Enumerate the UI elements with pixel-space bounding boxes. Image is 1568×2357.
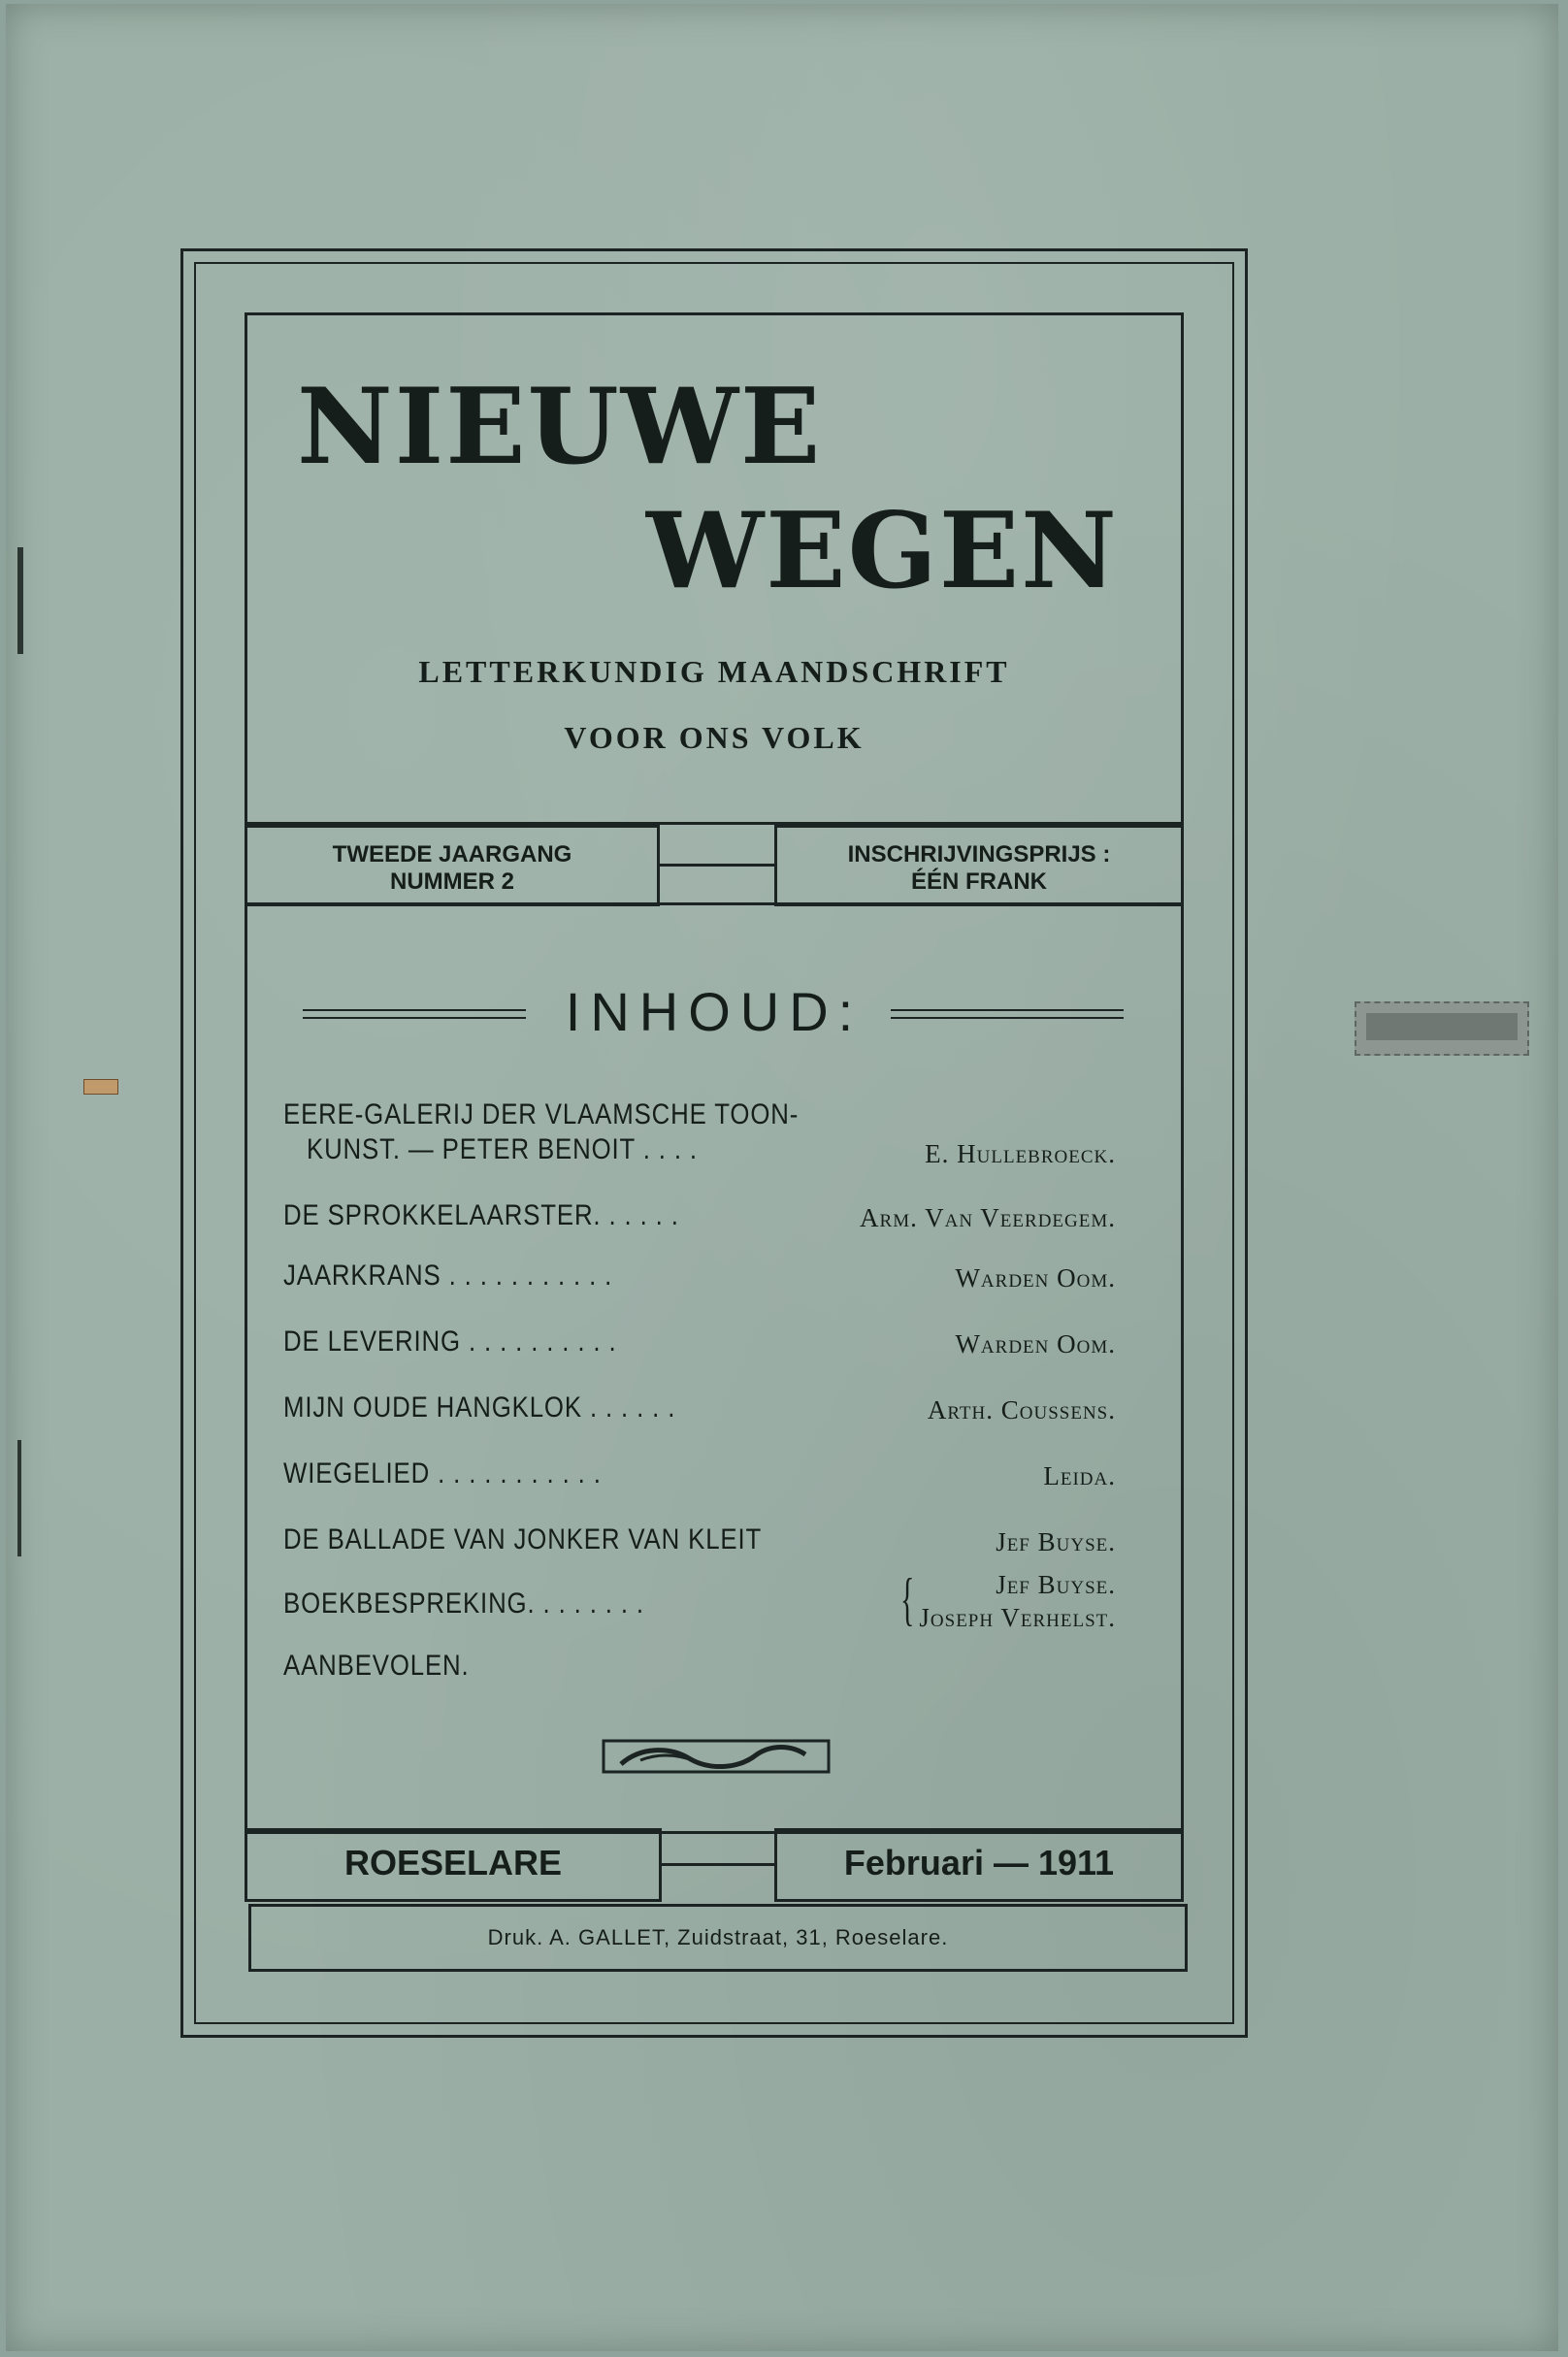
heading-rule-right — [891, 1009, 1124, 1019]
toc-item-author: Joseph Verhelst. — [919, 1603, 1116, 1632]
printer-box — [248, 1904, 1188, 1972]
cover-page — [6, 4, 1558, 2351]
toc-item-author: Jef Buyse. — [996, 1527, 1116, 1556]
toc-item-author: Warden Oom. — [955, 1329, 1116, 1359]
toc-item-title: BOEKBESPREKING. . . . . . . . — [283, 1588, 644, 1620]
toc-item-title: JAARKRANS . . . . . . . . . . . — [283, 1260, 613, 1292]
date-box — [774, 1828, 1184, 1902]
toc-item-author: Arth. Coussens. — [927, 1395, 1116, 1424]
toc-item-author: Arm. Van Veerdegem. — [860, 1203, 1116, 1232]
connector-rule — [662, 1863, 774, 1866]
toc-item-author: Warden Oom. — [955, 1263, 1116, 1293]
price-box — [774, 825, 1184, 906]
issue-date: Februari — 1911 — [843, 1843, 1115, 1882]
title-line-2: WEGEN — [646, 490, 1119, 612]
toc-item-title: AANBEVOLEN. — [283, 1650, 470, 1682]
volume-box — [245, 825, 660, 906]
toc-item-title: DE LEVERING . . . . . . . . . . — [283, 1326, 617, 1358]
toc-item-title: DE SPROKKELAARSTER. . . . . . — [283, 1199, 679, 1231]
toc-item-title: DE BALLADE VAN JONKER VAN KLEIT — [283, 1523, 763, 1555]
price-label: INSCHRIJVINGSPRIJS : — [847, 841, 1111, 868]
toc-item-author: E. Hullebroeck. — [925, 1139, 1116, 1168]
toc-item-author: Jef Buyse. — [996, 1570, 1116, 1599]
stamp-fragment-inner — [1366, 1013, 1518, 1040]
printer-line: Druk. A. GALLET, Zuidstraat, 31, Roeselare. — [487, 1925, 949, 1949]
staple-mark — [17, 547, 23, 654]
connector-rule — [660, 864, 774, 867]
subtitle-line-2: VOOR ONS VOLK — [564, 720, 865, 755]
toc-item-title: EERE-GALERIJ DER VLAAMSCHE TOON- — [283, 1098, 800, 1130]
staple-mark — [17, 1440, 21, 1556]
paper-tab — [83, 1079, 118, 1095]
ornament-icon — [602, 1737, 831, 1776]
contents-heading: INHOUD: — [565, 981, 864, 1042]
toc-item-author: Leida. — [1043, 1461, 1116, 1490]
issue-number: NUMMER 2 — [389, 868, 514, 895]
title-line-1: NIEUWE — [297, 366, 823, 488]
brace-icon: { — [900, 1567, 915, 1631]
subtitle-line-1: LETTERKUNDIG MAANDSCHRIFT — [418, 654, 1010, 689]
volume-label: TWEEDE JAARGANG — [332, 841, 572, 868]
toc-item-title: MIJN OUDE HANGKLOK . . . . . . — [283, 1391, 676, 1424]
toc-item-title-cont: KUNST. — PETER BENOIT . . . . — [307, 1133, 698, 1165]
toc-item-title: WIEGELIED . . . . . . . . . . . — [283, 1457, 602, 1489]
price-value: ÉÉN FRANK — [910, 868, 1047, 895]
city-box — [245, 1828, 662, 1902]
city: ROESELARE — [343, 1843, 563, 1882]
